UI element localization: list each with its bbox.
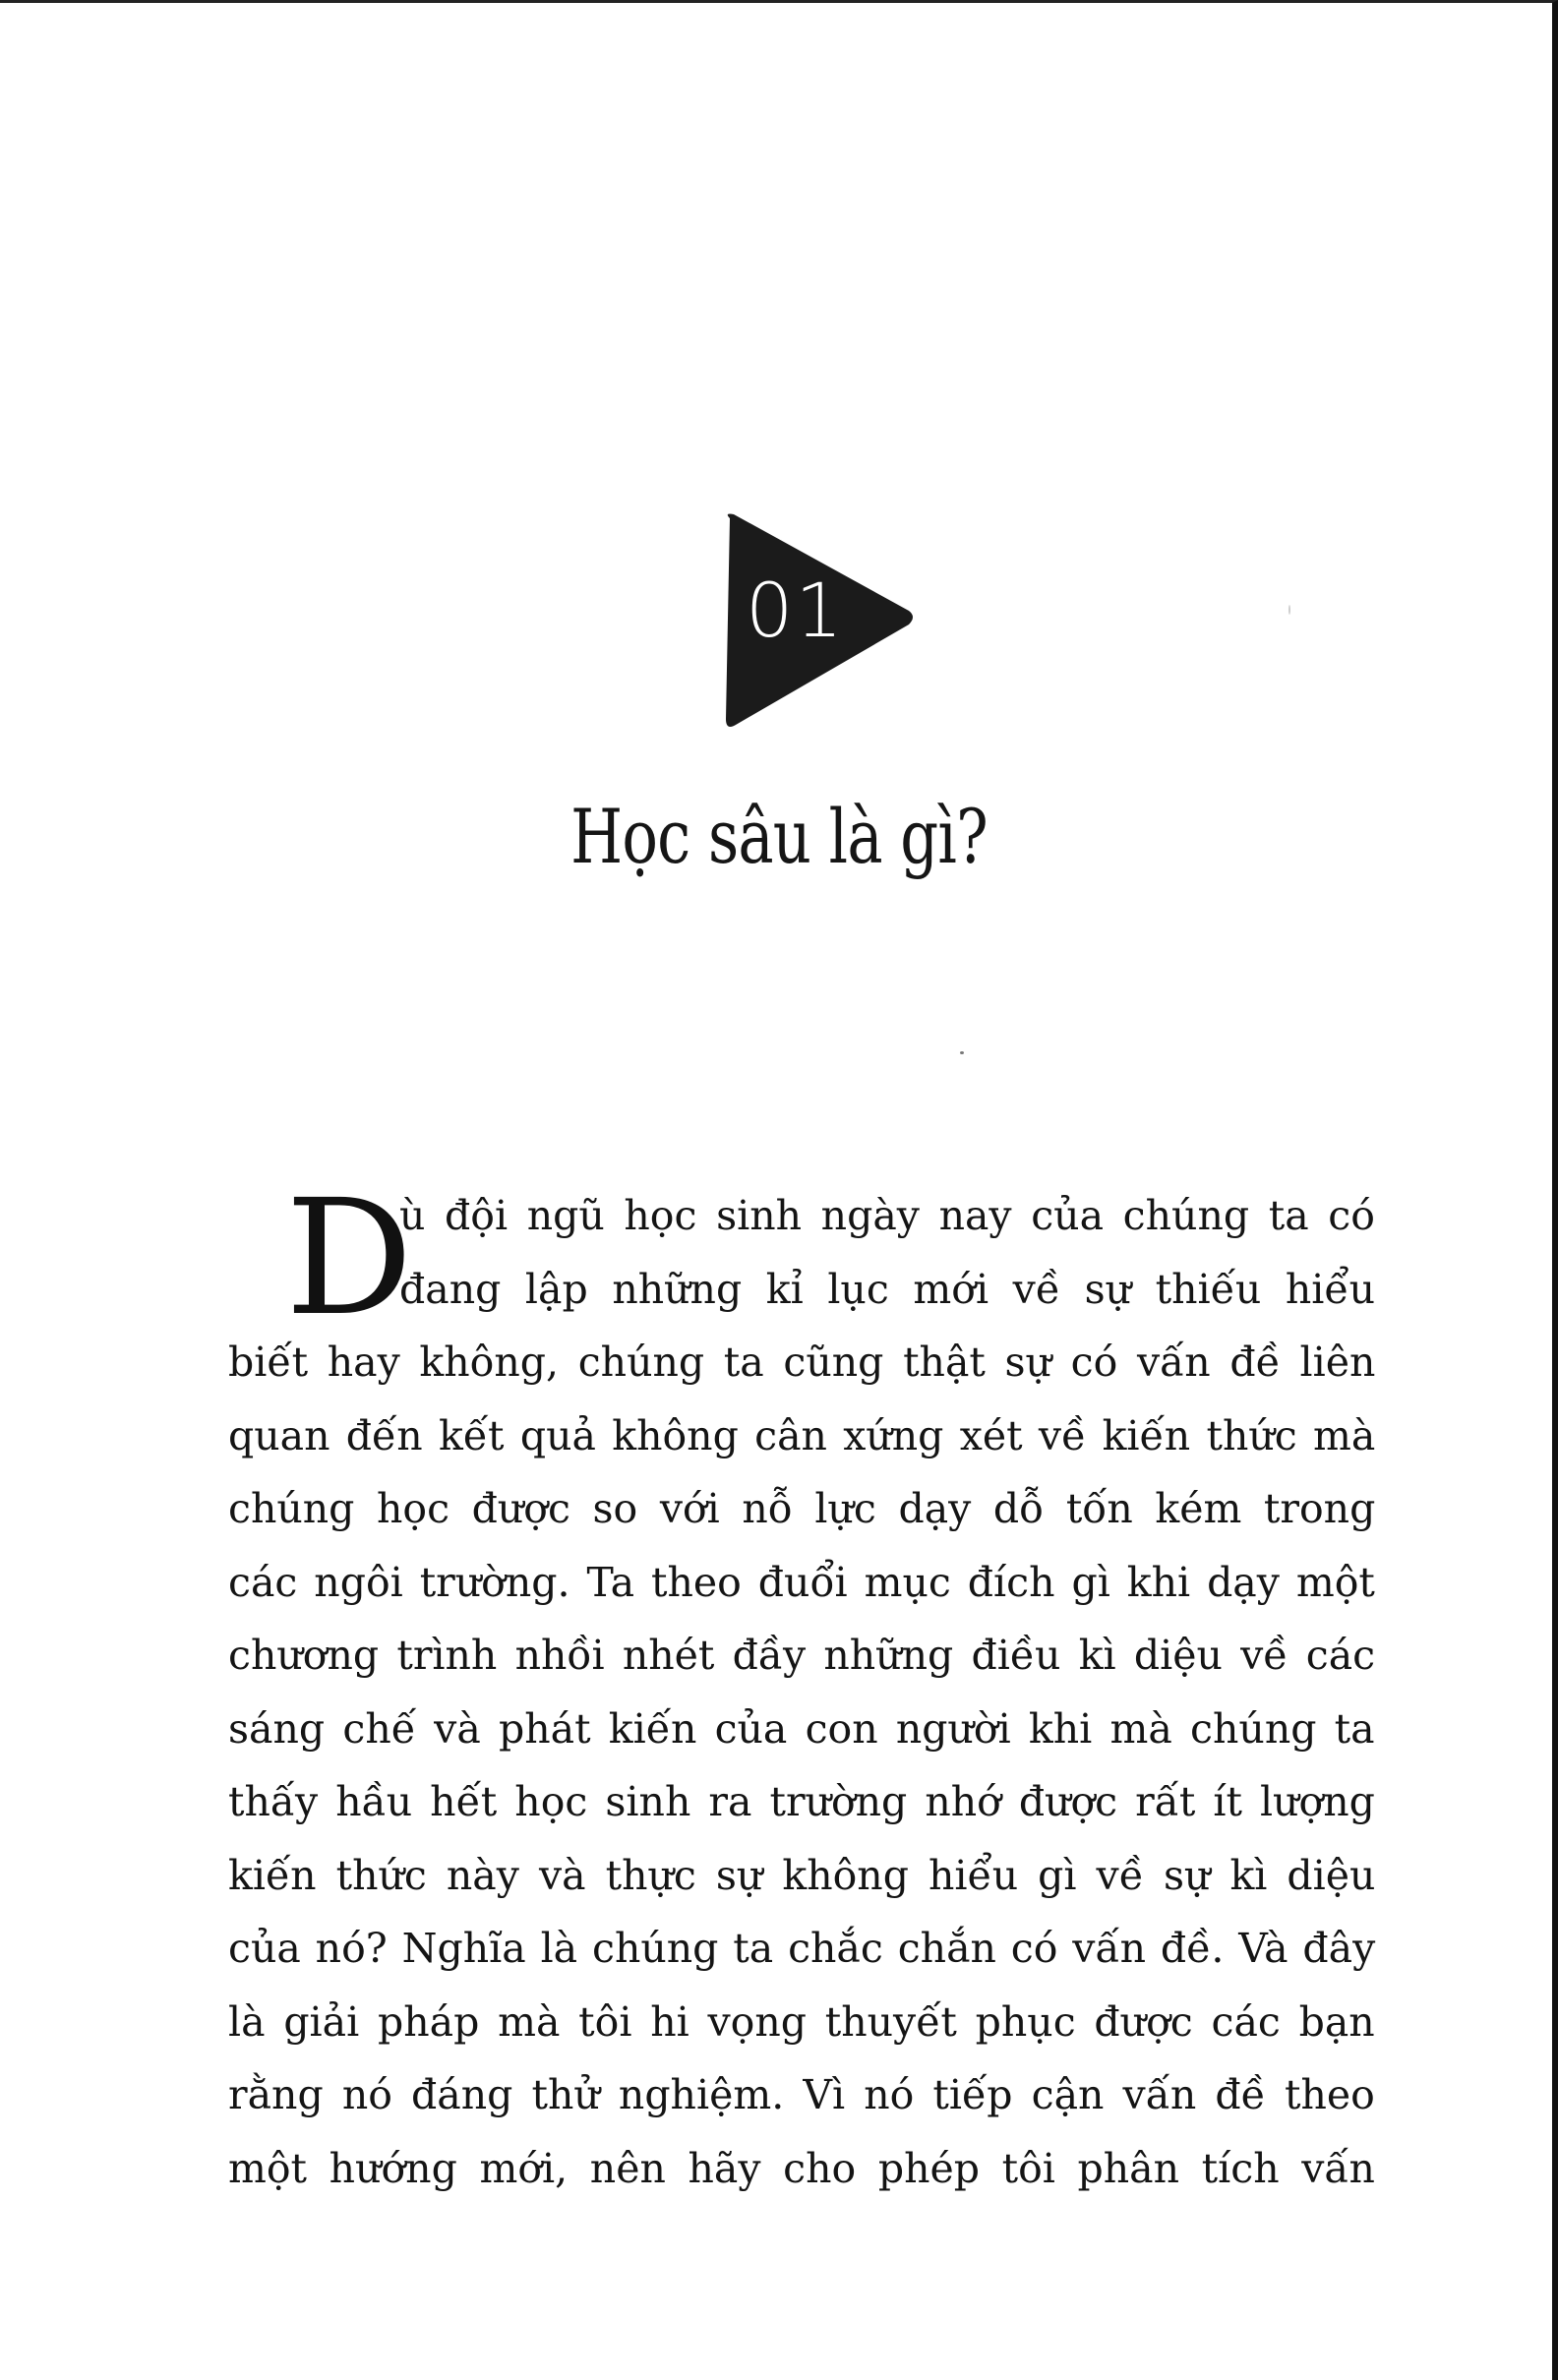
paragraph-line: là giải pháp mà tôi hi vọng thuyết phục được các bạn <box>228 1997 1375 2046</box>
paragraph-line: rằng nó đáng thử nghiệm. Vì nó tiếp cận vấn đề theo <box>228 2071 1375 2118</box>
paragraph-line: đang lập những kỉ lục mới về sự thiếu hiểu <box>399 1265 1376 1313</box>
paragraph-line: sáng chế và phát kiến của con người khi mà chúng ta <box>228 1704 1375 1753</box>
paragraph-line: một hướng mới, nên hãy cho phép tôi phân tích vấn <box>228 2144 1375 2192</box>
paragraph-line: quan đến kết quả không cân xứng xét về kiến thức mà <box>228 1411 1376 1459</box>
drop-cap: D <box>285 1166 413 1351</box>
dust-speck <box>1288 605 1290 615</box>
paragraph-line: kiến thức này và thực sự không hiểu gì về sự kì diệu <box>228 1851 1376 1899</box>
paragraph-line: chương trình nhồi nhét đầy những điều kì diệu về các <box>228 1632 1376 1679</box>
paragraph-line: biết hay không, chúng ta cũng thật sự có vấn đề liên <box>228 1339 1376 1386</box>
paragraph-line: các ngôi trường. Ta theo đuổi mục đích gì khi dạy một <box>228 1558 1375 1606</box>
body-paragraph <box>228 1166 1376 2205</box>
chapter-number: 01 <box>746 566 845 654</box>
paragraph-line: của nó? Nghĩa là chúng ta chắc chắn có vấn đề. Và đây <box>228 1925 1376 1972</box>
chapter-title: Học sâu là gì? <box>570 793 988 880</box>
paragraph-line: thấy hầu hết học sinh ra trường nhớ được rất ít lượng <box>228 1778 1375 1825</box>
paragraph-line: ù đội ngũ học sinh ngày nay của chúng ta có <box>399 1192 1375 1239</box>
paragraph-line: chúng học được so với nỗ lực dạy dỗ tốn kém trong <box>228 1485 1376 1532</box>
dust-speck <box>960 1051 964 1054</box>
